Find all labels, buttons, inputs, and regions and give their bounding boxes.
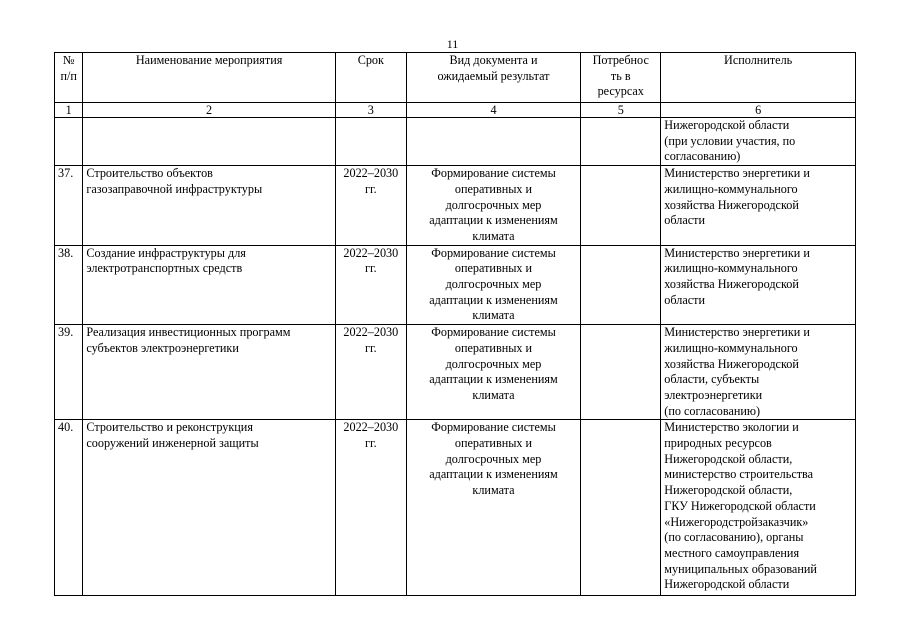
column-number: 2: [83, 103, 335, 118]
cell-term: 2022–2030 гг.: [335, 325, 406, 420]
table-row: [55, 420, 856, 596]
cell-term: 2022–2030 гг.: [335, 420, 406, 596]
cell-number: 40.: [55, 420, 83, 596]
column-number: 3: [335, 103, 406, 118]
table-row-continuation: [55, 118, 856, 166]
header-document-result: Вид документа и ожидаемый результат: [406, 53, 580, 103]
cell-resources: [581, 325, 661, 420]
cell-term: 2022–2030 гг.: [335, 245, 406, 325]
cell-number: 39.: [55, 325, 83, 420]
column-number: 6: [661, 103, 856, 118]
header-term: Срок: [335, 53, 406, 103]
cell-number: [55, 118, 83, 166]
cell-executor: Министерство экологии и природных ресурсов Нижегородской области, министерство строительства Нижегородской области, ГКУ Нижегородской области «Нижегородстройзаказчик» (по согласованию), органы местного самоуправления муниципальных образований Нижегородской области: [661, 420, 856, 596]
cell-term: [335, 118, 406, 166]
page-number: 11: [446, 37, 459, 51]
cell-resources: [581, 245, 661, 325]
header-number: № п/п: [55, 53, 83, 103]
cell-result: Формирование системы оперативных и долгосрочных мер адаптации к изменениям климата: [406, 245, 580, 325]
cell-term: 2022–2030 гг.: [335, 166, 406, 246]
cell-resources: [581, 118, 661, 166]
cell-executor: Министерство энергетики и жилищно-коммунального хозяйства Нижегородской области: [661, 245, 856, 325]
cell-name: [83, 118, 335, 166]
cell-executor: Министерство энергетики и жилищно-коммунального хозяйства Нижегородской области: [661, 166, 856, 246]
table-row: [55, 166, 856, 246]
cell-name: Строительство объектов газозаправочной инфраструктуры: [83, 166, 335, 246]
cell-executor: Министерство энергетики и жилищно-коммунального хозяйства Нижегородской области, субъекты электроэнергетики (по согласованию): [661, 325, 856, 420]
cell-resources: [581, 420, 661, 596]
cell-resources: [581, 166, 661, 246]
cell-result: Формирование системы оперативных и долгосрочных мер адаптации к изменениям климата: [406, 166, 580, 246]
cell-result: [406, 118, 580, 166]
measures-table: [54, 52, 856, 596]
cell-number: 37.: [55, 166, 83, 246]
cell-result: Формирование системы оперативных и долгосрочных мер адаптации к изменениям климата: [406, 325, 580, 420]
cell-name: Строительство и реконструкция сооружений инженерной защиты: [83, 420, 335, 596]
table-row: [55, 245, 856, 325]
header-measure-name: Наименование мероприятия: [83, 53, 335, 103]
table-row: [55, 325, 856, 420]
header-resources: Потребнос ть в ресурсах: [581, 53, 661, 103]
cell-name: Создание инфраструктуры для электротранспортных средств: [83, 245, 335, 325]
column-number-row: [55, 103, 856, 118]
cell-result: Формирование системы оперативных и долгосрочных мер адаптации к изменениям климата: [406, 420, 580, 596]
cell-name: Реализация инвестиционных программ субъектов электроэнергетики: [83, 325, 335, 420]
header-executor: Исполнитель: [661, 53, 856, 103]
column-number: 5: [581, 103, 661, 118]
table-header-row: [55, 53, 856, 103]
column-number: 1: [55, 103, 83, 118]
cell-executor: Нижегородской области (при условии участия, по согласованию): [661, 118, 856, 166]
column-number: 4: [406, 103, 580, 118]
cell-number: 38.: [55, 245, 83, 325]
